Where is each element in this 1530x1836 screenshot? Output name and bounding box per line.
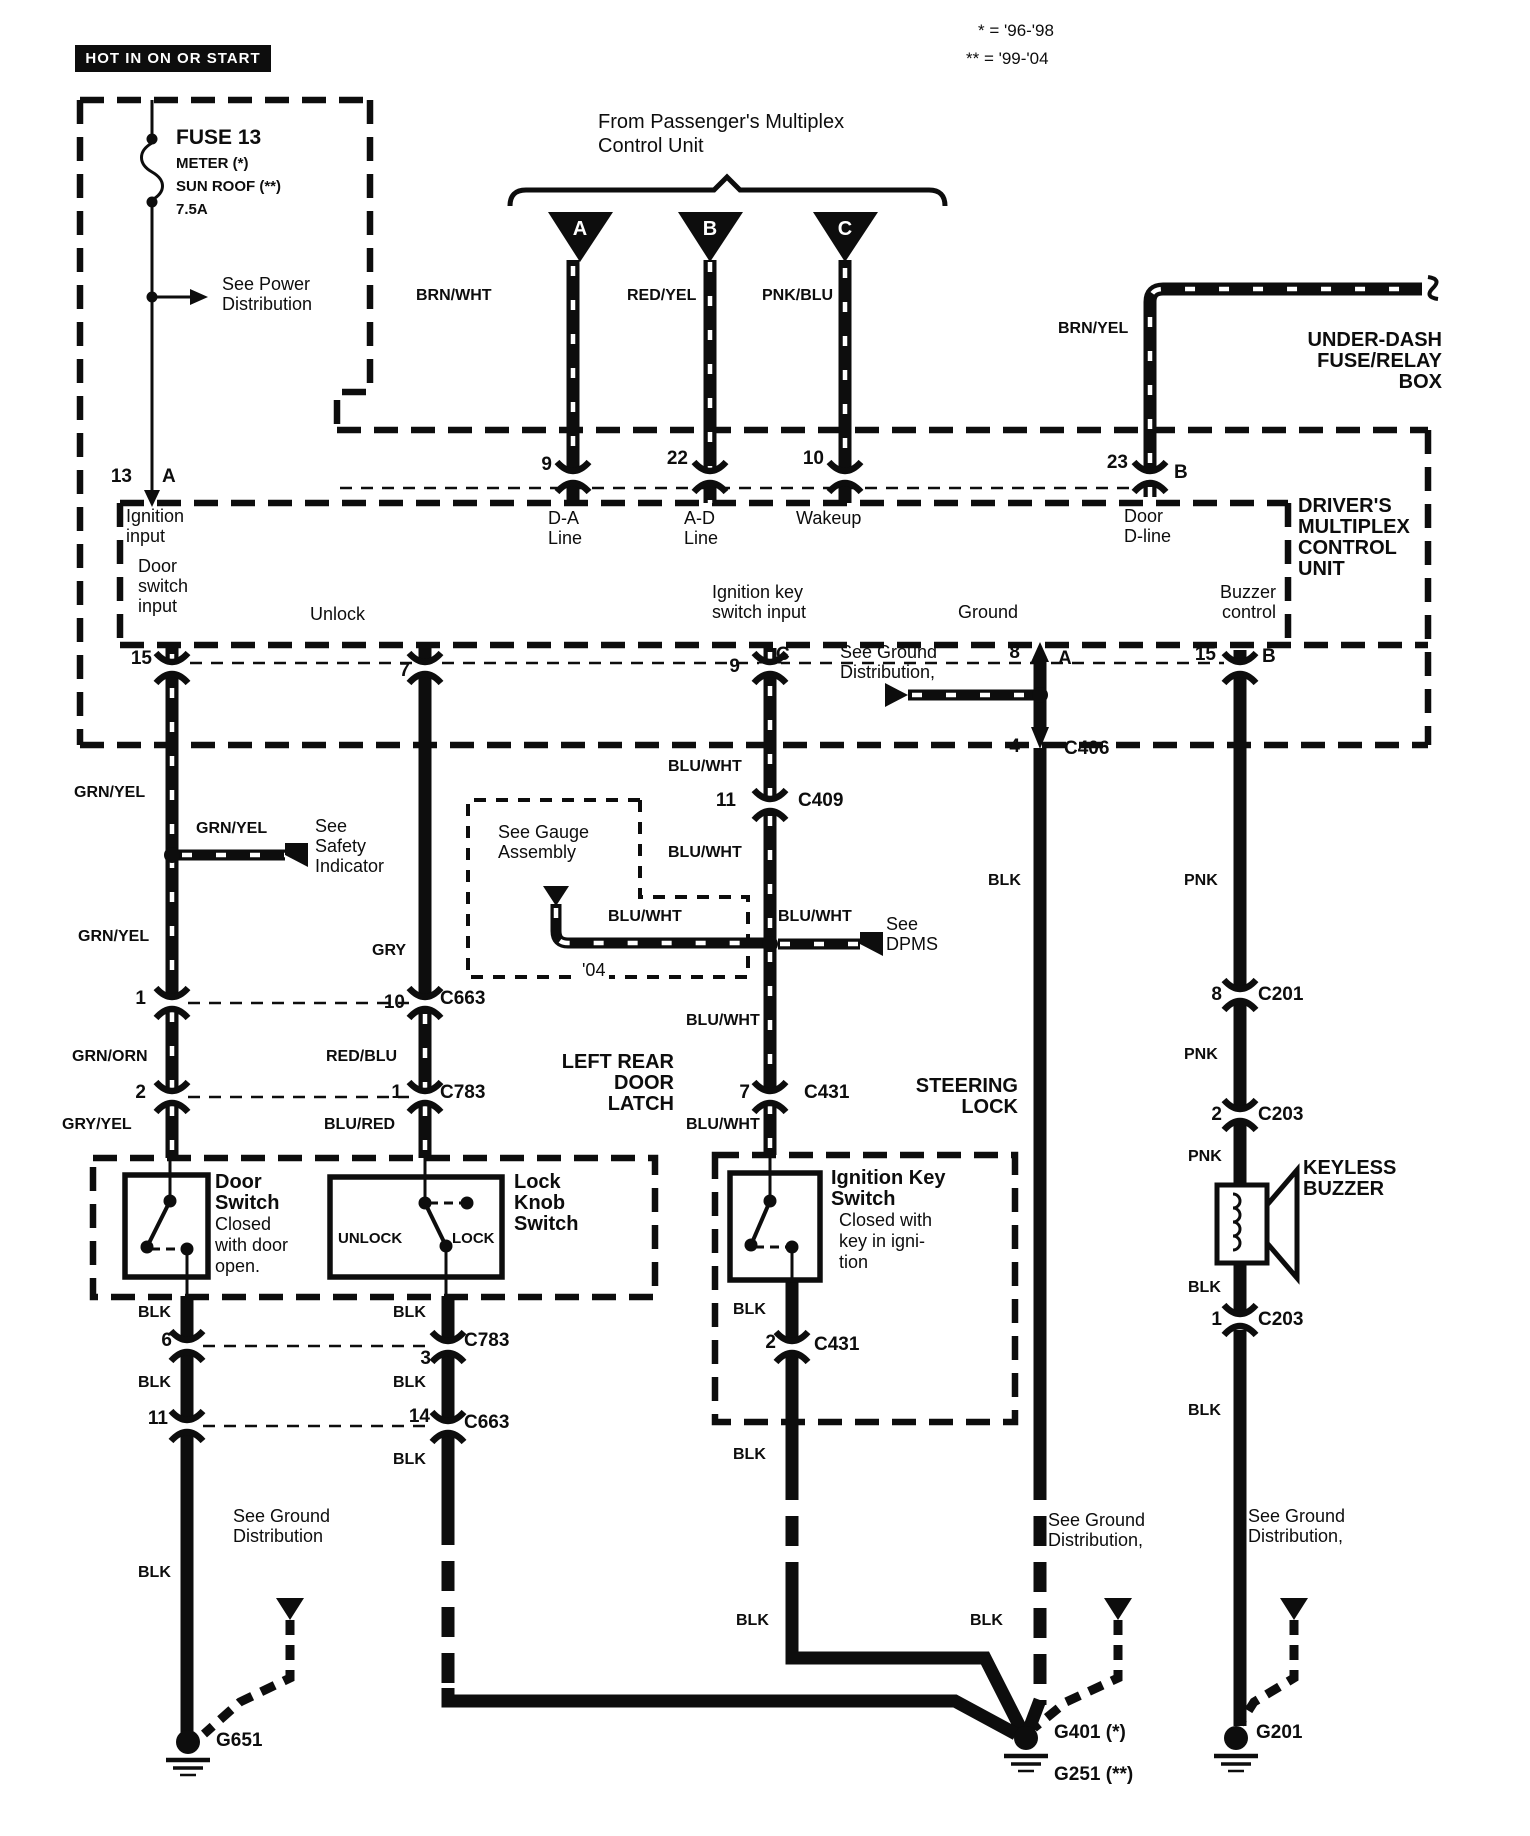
box-line: LEFT REAR: [561, 1051, 674, 1073]
wire-color-label: PNK: [1188, 1148, 1222, 1165]
switch-contact-dot: [440, 1240, 453, 1253]
connector-label: C203: [1258, 1104, 1304, 1125]
pin-number: 11: [147, 1408, 168, 1429]
ref-line: Indicator: [315, 856, 385, 876]
hot-in-on-or-start-banner: HOT IN ON OR START: [75, 45, 271, 72]
pin-number: 1: [391, 1082, 402, 1103]
driver-unit-box-label: [1298, 496, 1410, 580]
pin-letter: B: [1174, 462, 1188, 483]
wire-color-label: BLK: [393, 1304, 426, 1321]
pin-number: 10: [383, 992, 405, 1013]
wire-color-label: PNK/BLU: [762, 287, 834, 304]
pin-number: 11: [715, 790, 736, 811]
box-line: BOX: [1398, 371, 1442, 393]
box-line: CONTROL: [1298, 537, 1397, 559]
wire-color-label: RED/BLU: [326, 1048, 398, 1065]
hatched-wire-stubs: [178, 695, 1034, 944]
wire-color-label: BLK: [736, 1612, 769, 1629]
box-line: Ignition Key: [831, 1167, 946, 1189]
fuse-name: FUSE 13: [176, 126, 262, 149]
ref-line: Assembly: [498, 842, 577, 862]
wire-color-label: BLU/WHT: [668, 758, 742, 775]
connector-label: C663: [464, 1412, 510, 1433]
lock-knob-switch: [330, 1158, 502, 1296]
ref-line: See: [315, 816, 348, 836]
unit-label: Unlock: [310, 604, 366, 624]
fuse-amps: 7.5A: [176, 201, 208, 218]
lock-knob-switch-name: [514, 1172, 578, 1235]
switch-contact-dot: [764, 1195, 777, 1208]
year-04-label: '04: [578, 960, 609, 981]
ref-line: Distribution,: [1048, 1530, 1144, 1550]
see-safety-ref: [315, 816, 384, 876]
see-power-ref: [222, 274, 312, 314]
label-line: Line: [684, 528, 719, 548]
wire-color-label: GRY/YEL: [62, 1116, 132, 1133]
wire-color-label: PNK: [1184, 872, 1218, 889]
wire-color-label: GRN/YEL: [196, 820, 268, 837]
wire-color-label: BLK: [1188, 1279, 1221, 1296]
legend-line: ** = '99-'04: [966, 49, 1049, 68]
connector-label: C406: [1064, 738, 1110, 759]
connector-label: C409: [798, 790, 844, 811]
from-passenger-label: [598, 110, 844, 158]
triangle-letter-a: A: [572, 218, 588, 240]
box-line: UNIT: [1298, 558, 1345, 580]
see-ground-ref: [1048, 1510, 1145, 1550]
pin-number: 7: [739, 1082, 750, 1103]
door-switch-name: [215, 1172, 279, 1214]
label-line: switch: [138, 576, 189, 596]
safety-indicator-arrow-icon: [285, 843, 308, 867]
wire-color-label: BLK: [138, 1564, 171, 1581]
junction-dot: [164, 847, 180, 863]
label-line: Ignition: [126, 506, 185, 526]
fuse-terminal-dot: [147, 134, 158, 145]
long-dash-wires: [448, 1470, 1040, 1705]
pin-number: 2: [765, 1332, 776, 1353]
pin-number: 1: [135, 988, 146, 1009]
switch-contact-dot: [461, 1197, 474, 1210]
ignition-key-switch-name: [831, 1168, 945, 1210]
pin-number: 14: [408, 1406, 430, 1427]
ground-branches: [204, 1620, 1294, 1734]
brace: [510, 177, 945, 206]
box-line: STEERING: [915, 1075, 1018, 1097]
box-line: MULTIPLEX: [1298, 516, 1410, 538]
pin-number: 15: [130, 648, 152, 669]
pin-number: 22: [666, 448, 688, 469]
ground-label: G251 (**): [1054, 1764, 1134, 1785]
offpage-triangle-icon: [1104, 1598, 1132, 1620]
unit-label: Wakeup: [796, 508, 862, 528]
unlock-position-label: UNLOCK: [338, 1230, 403, 1247]
triangle-letter-c: C: [837, 218, 853, 240]
ref-line: See Gauge: [498, 822, 590, 842]
switch-contact-dot: [786, 1241, 799, 1254]
ref-line: DPMS: [886, 934, 939, 954]
ref-line: See Power: [222, 274, 311, 294]
ref-line: Distribution: [222, 294, 313, 314]
wire-color-label: BLU/WHT: [608, 908, 682, 925]
label-line: input: [126, 526, 166, 546]
pin-number: 4: [1009, 736, 1020, 757]
pin-number: 2: [1211, 1104, 1222, 1125]
pin-number: 1: [1211, 1309, 1222, 1330]
connector-link-rows: [188, 488, 1224, 1426]
pin-number: 6: [161, 1330, 172, 1351]
wire-color-label: BLK: [733, 1446, 766, 1463]
wire-color-label: BLK: [970, 1612, 1003, 1629]
unit-label: [1124, 506, 1171, 546]
connector-label: C431: [804, 1082, 850, 1103]
pin-number: 3: [420, 1348, 431, 1369]
box-line: Switch: [831, 1188, 896, 1210]
label-line: Buzzer: [1219, 582, 1276, 602]
wire-color-label: BRN/YEL: [1058, 320, 1129, 337]
label-line: D-A: [548, 508, 579, 528]
ref-line: Distribution: [233, 1526, 324, 1546]
junction-dot: [1032, 687, 1048, 703]
note-line: tion: [839, 1252, 869, 1272]
label-line: Line: [548, 528, 583, 548]
pin-letter: C: [776, 644, 790, 665]
connector-label: C203: [1258, 1309, 1304, 1330]
ref-line: From Passenger's Multiplex: [598, 111, 845, 133]
wire-color-label: BLK: [1188, 1402, 1221, 1419]
label-line: input: [138, 596, 178, 616]
ref-line: Distribution,: [840, 662, 936, 682]
underdash-box-label: [1268, 330, 1442, 393]
box-line: Switch: [215, 1192, 280, 1214]
box-line: Door: [215, 1171, 262, 1193]
ground-label: G401 (*): [1054, 1722, 1126, 1743]
switch-contact-dot: [419, 1197, 432, 1210]
see-ground-ref: [840, 642, 937, 682]
junction-dot: [147, 292, 158, 303]
wire-color-label: BLU/WHT: [686, 1012, 760, 1029]
label-line: control: [1221, 602, 1276, 622]
offpage-triangle-icon: [276, 1598, 304, 1620]
see-dpms-ref: [886, 914, 938, 954]
triangle-letter-b: B: [702, 218, 718, 240]
gauge-branch-triangle-icon: [543, 886, 569, 906]
wire-color-label: GRN/ORN: [72, 1048, 148, 1065]
switch-contact-dot: [164, 1195, 177, 1208]
keyless-buzzer-icon: [1217, 1170, 1297, 1278]
box-line: KEYLESS: [1303, 1157, 1397, 1179]
note-line: Closed: [215, 1214, 272, 1234]
wire-color-label: PNK: [1184, 1046, 1218, 1063]
ground-label: G651: [216, 1730, 263, 1751]
note-line: key in igni-: [839, 1231, 926, 1251]
wire-color-label: BRN/WHT: [416, 287, 492, 304]
ref-line: See: [886, 914, 919, 934]
box-line: Knob: [514, 1192, 566, 1214]
offpage-triangle-icon: [1280, 1598, 1308, 1620]
wire-color-label: BLK: [988, 872, 1021, 889]
ignition-key-switch: [730, 1155, 820, 1280]
legend-line: * = '96-'98: [978, 21, 1054, 40]
ignition-key-switch-note: [839, 1210, 932, 1273]
junction-dot: [762, 936, 778, 952]
left-rear-door-latch-label: [538, 1052, 674, 1115]
fuse-detail: SUN ROOF (**): [176, 178, 281, 195]
steering-lock-label: [878, 1076, 1018, 1118]
box-line: BUZZER: [1303, 1178, 1385, 1200]
pin-number: 8: [1009, 642, 1020, 663]
connector-label: C431: [814, 1334, 860, 1355]
connector-label: C663: [440, 988, 486, 1009]
wire-color-label: BLK: [393, 1374, 426, 1391]
box-line: FUSE/RELAY: [1317, 350, 1442, 372]
unit-label: [684, 508, 718, 548]
pin-number: 8: [1211, 984, 1222, 1005]
label-line: Door: [138, 556, 178, 576]
ref-line: See Ground: [1248, 1506, 1346, 1526]
ref-line: Distribution,: [1248, 1526, 1344, 1546]
wire-color-label: BLU/RED: [324, 1116, 396, 1133]
switch-contact-dot: [181, 1243, 194, 1256]
wire-color-label: BLK: [138, 1304, 171, 1321]
lock-position-label: LOCK: [452, 1230, 495, 1247]
pin-letter: A: [1058, 648, 1072, 669]
see-ground-ref: [233, 1506, 330, 1546]
label-line: Ignition key: [712, 582, 804, 602]
box-line: LATCH: [607, 1093, 674, 1115]
wire-color-label: RED/YEL: [627, 287, 697, 304]
pin-number: 9: [541, 454, 552, 475]
fuse-terminal-dot: [147, 197, 158, 208]
pin-number: 15: [1194, 644, 1216, 665]
label-line: Door: [1124, 506, 1164, 526]
label-line: D-line: [1124, 526, 1172, 546]
pin-number: 23: [1106, 452, 1128, 473]
box-line: Lock: [514, 1171, 561, 1193]
wire-color-label: BLU/WHT: [668, 844, 742, 861]
connector-label: C783: [440, 1082, 486, 1103]
wire-color-label: BLK: [733, 1301, 766, 1318]
door-switch: [125, 1158, 208, 1296]
fuse-detail: METER (*): [176, 155, 249, 172]
wire-color-label: BLK: [138, 1374, 171, 1391]
box-line: LOCK: [961, 1096, 1018, 1118]
unit-label: [126, 506, 184, 546]
unit-label: [138, 556, 188, 616]
ground-distribution-arrow-icon: [885, 683, 908, 707]
pin-number: 9: [729, 656, 740, 677]
door-switch-note: [215, 1214, 288, 1277]
wire-color-label: GRN/YEL: [74, 784, 146, 801]
ground-label: G201: [1256, 1722, 1303, 1743]
unit-label: [712, 582, 806, 622]
fuse-symbol: [142, 143, 163, 200]
pin-number: 13: [110, 466, 132, 487]
note-line: open.: [215, 1256, 261, 1276]
unit-label: [548, 508, 582, 548]
connector-label: C783: [464, 1330, 510, 1351]
wire-color-label: BLU/WHT: [778, 908, 852, 925]
ref-line: See Ground: [1048, 1510, 1146, 1530]
ref-line: Control Unit: [598, 135, 704, 157]
box-line: Switch: [514, 1213, 579, 1235]
pin-number: 7: [399, 660, 410, 681]
see-ground-ref: [1248, 1506, 1345, 1546]
box-line: DRIVER'S: [1298, 495, 1392, 517]
ref-line: See Ground: [840, 642, 938, 662]
wire-color-label: GRN/YEL: [78, 928, 150, 945]
see-power-arrow-icon: [190, 289, 208, 305]
pin-letter: A: [162, 466, 176, 487]
switch-contact-dot: [745, 1239, 758, 1252]
dpms-arrow-icon: [860, 932, 883, 956]
pin-number: 10: [802, 448, 824, 469]
connector-label: C201: [1258, 984, 1304, 1005]
pin-letter: B: [1262, 646, 1276, 667]
unit-label: [1174, 582, 1276, 622]
wire-color-label: BLU/WHT: [686, 1116, 760, 1133]
ref-line: Safety: [315, 836, 367, 856]
pin-number: 2: [135, 1082, 146, 1103]
box-line: DOOR: [614, 1072, 674, 1094]
unit-label: Ground: [958, 602, 1019, 622]
box-line: UNDER-DASH: [1307, 329, 1442, 351]
wire-color-label: BLK: [393, 1451, 426, 1468]
see-gauge-ref: [498, 822, 589, 862]
note-line: with door: [215, 1235, 289, 1255]
wire-color-label: GRY: [372, 942, 407, 959]
ground-symbol-g201: [1214, 1726, 1258, 1771]
label-line: switch input: [712, 602, 807, 622]
note-line: Closed with: [839, 1210, 933, 1230]
ground-symbol-g651: [166, 1730, 210, 1775]
continuation-hook-icon: [1428, 277, 1438, 299]
keyless-buzzer-label: [1303, 1158, 1396, 1200]
switch-contact-dot: [141, 1241, 154, 1254]
ref-line: See Ground: [233, 1506, 331, 1526]
label-line: A-D: [684, 508, 715, 528]
